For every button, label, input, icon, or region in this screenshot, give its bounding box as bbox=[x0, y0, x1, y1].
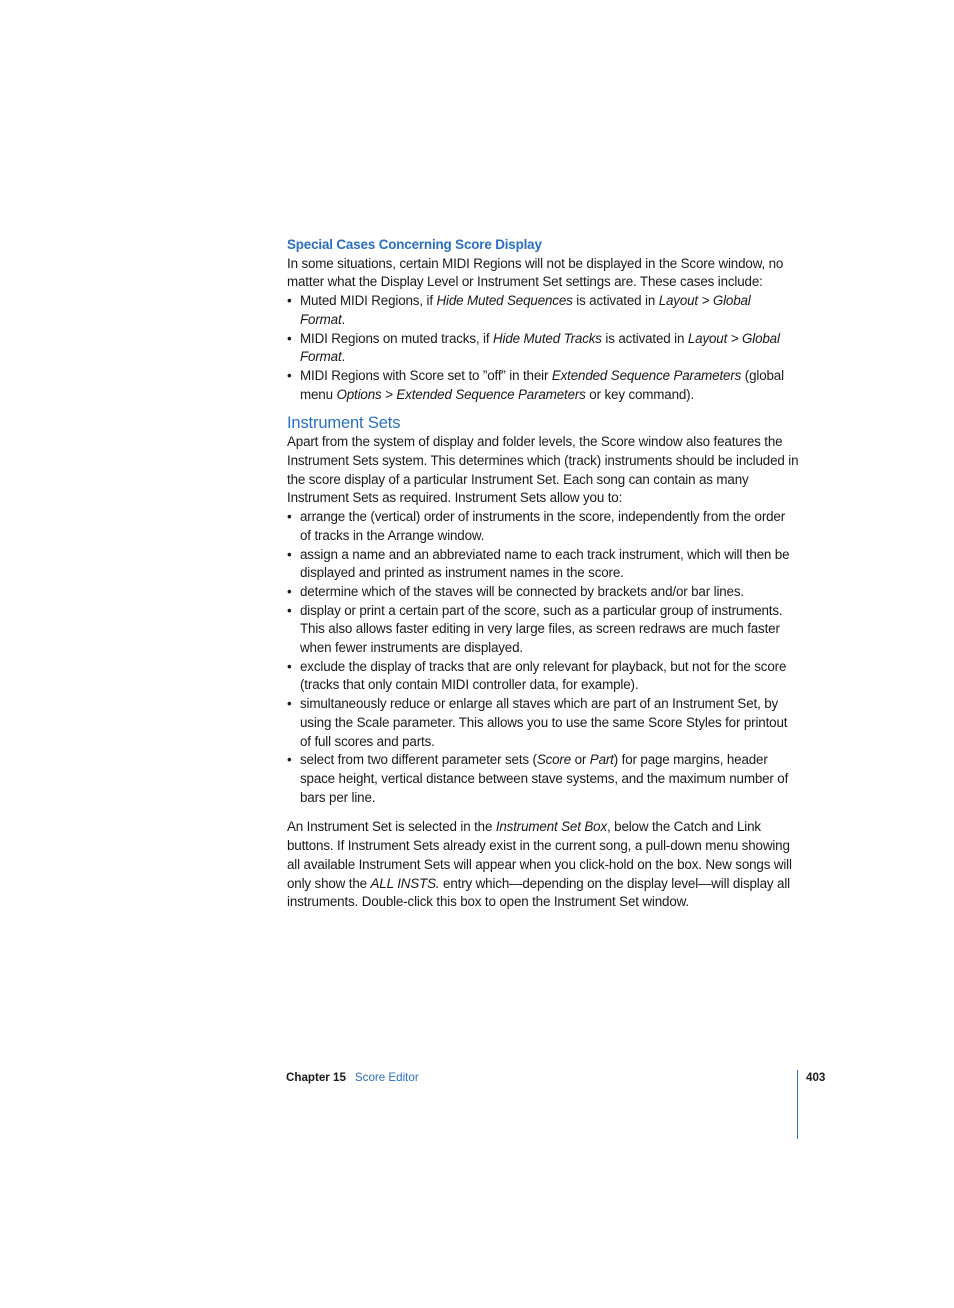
instrument-sets-list bbox=[287, 508, 799, 807]
page-footer bbox=[286, 1070, 419, 1086]
list-item bbox=[287, 367, 799, 404]
term: Part bbox=[589, 752, 614, 768]
text-run: ) for page margins, header space height, vertical distance between stave systems, and the maximum number of bars per line. bbox=[300, 752, 789, 805]
text-run: MIDI Regions on muted tracks, if bbox=[300, 330, 494, 346]
text-run: . bbox=[341, 349, 346, 365]
text-run: . bbox=[341, 311, 346, 327]
page-body bbox=[287, 236, 799, 912]
section-heading-special-cases: Special Cases Concerning Score Display bbox=[287, 237, 542, 252]
list-item: • simultaneously reduce or enlarge all staves which are part of an Instrument Set, by using the Scale parameter. This allows you to use the same Score Styles for printout of full scores and parts. bbox=[287, 695, 799, 751]
text-run: Muted MIDI Regions, if bbox=[300, 293, 437, 309]
list-item: • determine which of the staves will be connected by brackets and/or bar lines. bbox=[287, 583, 799, 602]
instrument-set-box-paragraph bbox=[287, 818, 799, 912]
text-run: entry which—depending on the display level—will display all instruments. Double-click this box to open the Instrument Set window. bbox=[287, 875, 790, 910]
text-run: or key command). bbox=[585, 386, 695, 402]
special-cases-intro: In some situations, certain MIDI Regions will not be displayed in the Score window, no matter what the Display Level or Instrument Set settings are. These cases include: bbox=[287, 255, 784, 290]
text-run: , below the Catch and Link buttons. If Instrument Sets already exist in the current song, a pull-down menu showing all available Instrument Sets will appear when you click-hold on the box. New songs will only show the bbox=[287, 819, 792, 891]
text-run: is activated in bbox=[601, 330, 688, 346]
text-run: is activated in bbox=[572, 293, 659, 309]
section-heading-instrument-sets: Instrument Sets bbox=[287, 414, 401, 433]
menu-term: Hide Muted Tracks bbox=[493, 330, 602, 346]
list-item bbox=[287, 751, 799, 807]
list-item: • display or print a certain part of the score, such as a particular group of instruments. This also allows faster editing in very large files, as screen redraws are much faster when fewer instruments are displayed. bbox=[287, 602, 799, 658]
footer-chapter-label: Chapter 15 bbox=[286, 1071, 346, 1084]
menu-term: Hide Muted Sequences bbox=[436, 293, 573, 309]
footer-chapter-title: Score Editor bbox=[354, 1071, 419, 1084]
special-cases-list bbox=[287, 292, 799, 404]
instrument-sets-intro: Apart from the system of display and folder levels, the Score window also features the Instrument Sets system. This determines which (track) instruments should be included in the score display of a particular Instrument Set. Each song can contain as many Instrument Sets as required. Instrument Sets allow you to: bbox=[287, 434, 799, 506]
list-item: • exclude the display of tracks that are only relevant for playback, but not for the score (tracks that only contain MIDI controller data, for example). bbox=[287, 658, 799, 695]
text-run: select from two different parameter sets ( bbox=[300, 752, 537, 768]
list-item: • assign a name and an abbreviated name to each track instrument, which will then be displayed and printed as instrument names in the score. bbox=[287, 546, 799, 583]
page-number: 403 bbox=[806, 1071, 826, 1084]
term: Instrument Set Box bbox=[495, 819, 607, 835]
menu-path: Options > Extended Sequence Parameters bbox=[336, 386, 586, 402]
text-run: An Instrument Set is selected in the bbox=[287, 819, 496, 835]
list-item: • arrange the (vertical) order of instruments in the score, independently from the order of tracks in the Arrange window. bbox=[287, 508, 799, 545]
menu-path: Layout > Global Format bbox=[300, 293, 751, 327]
footer-divider bbox=[797, 1070, 798, 1139]
menu-term: Extended Sequence Parameters bbox=[551, 367, 742, 383]
text-run: MIDI Regions with Score set to ”off” in their bbox=[300, 367, 552, 383]
term: ALL INSTS. bbox=[370, 875, 440, 891]
list-item bbox=[287, 292, 799, 329]
term: Score bbox=[536, 752, 572, 768]
text-run: (global menu bbox=[300, 367, 784, 402]
list-item bbox=[287, 330, 799, 367]
menu-path: Layout > Global Format bbox=[300, 330, 780, 365]
text-run: or bbox=[571, 752, 590, 768]
